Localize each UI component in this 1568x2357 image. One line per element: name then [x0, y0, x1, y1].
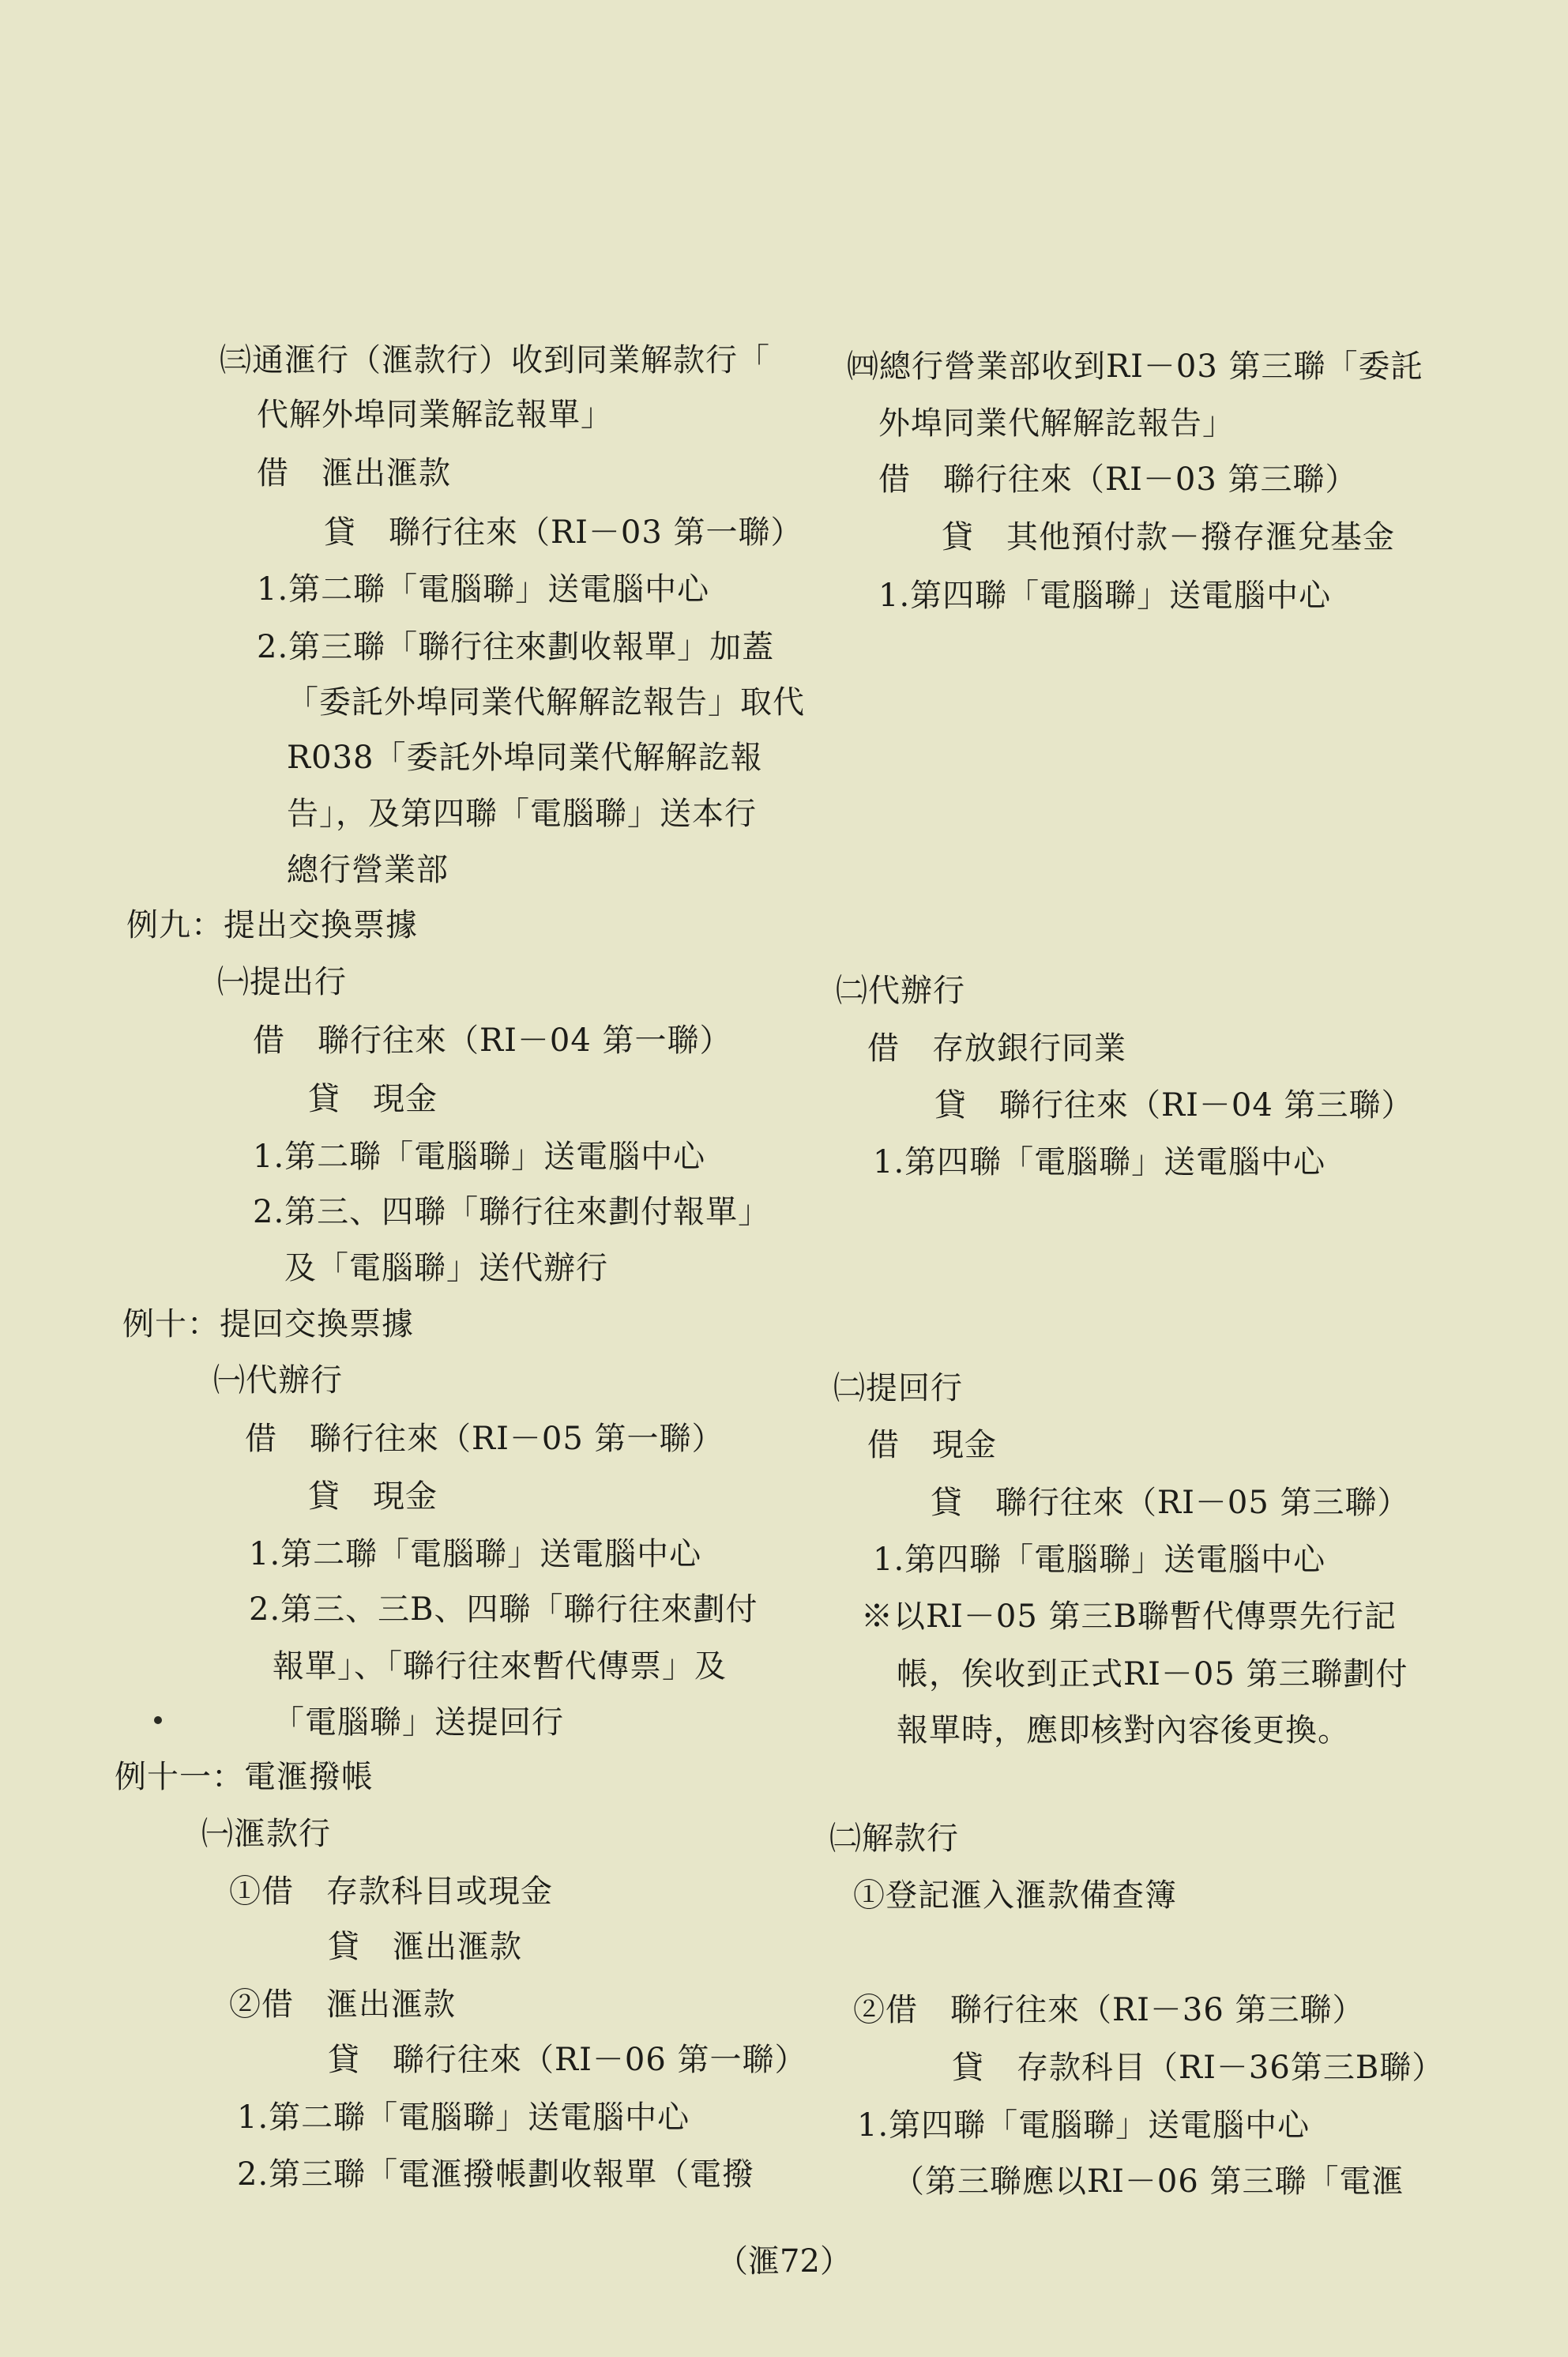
text-line: ㈠代辦行: [213, 1362, 343, 1399]
text-line: （第三聯應以RI－06 第三聯「電滙: [893, 2163, 1404, 2200]
section-heading: 例十一：電滙撥帳: [115, 1759, 374, 1795]
text-line: 2.第三、三B、四聯「聯行往來劃付: [249, 1591, 758, 1628]
text-line: 告」，及第四聯「電腦聯」送本行: [287, 796, 757, 832]
text-line: 借 聯行往來（RI－04 第一聯）: [253, 1022, 732, 1059]
text-line: ㈡代辦行: [836, 973, 965, 1009]
note-line: 報單時，應即核對內容後更換。: [897, 1712, 1350, 1749]
text-line: ㈠提出行: [217, 964, 347, 1000]
text-line: 1.第四聯「電腦聯」送電腦中心: [873, 1144, 1326, 1180]
text-line: ①借 存款科目或現金: [229, 1873, 553, 1910]
text-line: ㈠滙款行: [201, 1816, 331, 1852]
text-line: ㈡提回行: [833, 1370, 963, 1406]
section-heading: 例十：提回交換票據: [122, 1306, 414, 1342]
text-line: 借 現金: [867, 1427, 997, 1463]
text-line: 報單」、「聯行往來暫代傳票」及: [273, 1648, 727, 1685]
text-line: 1.第二聯「電腦聯」送電腦中心: [253, 1139, 706, 1175]
text-line: 借 聯行往來（RI－03 第三聯）: [878, 461, 1358, 498]
text-line: ㈢通滙行（滙款行）收到同業解款行「: [220, 342, 770, 378]
text-line: 總行營業部: [287, 852, 449, 888]
text-line: 貸 聯行往來（RI－04 第三聯）: [934, 1087, 1414, 1124]
text-line: 貸 現金: [308, 1081, 438, 1117]
text-line: ㈡解款行: [829, 1820, 959, 1857]
text-line: ㈣總行營業部收到RI－03 第三聯「委託: [847, 348, 1423, 385]
note-line: 帳，俟收到正式RI－05 第三聯劃付: [897, 1656, 1408, 1692]
text-line: 1.第四聯「電腦聯」送電腦中心: [873, 1542, 1326, 1578]
text-line: 貸 聯行往來（RI－03 第一聯）: [324, 514, 803, 551]
text-line: 借 存放銀行同業: [867, 1030, 1126, 1067]
text-line: 「委託外埠同業代解解訖報告」取代: [287, 684, 805, 721]
text-line: 2.第三聯「聯行往來劃收報單」加蓋: [257, 629, 775, 665]
text-line: ②借 聯行往來（RI－36 第三聯）: [853, 1992, 1365, 2028]
text-line: ①登記滙入滙款備查簿: [853, 1877, 1177, 1914]
text-line: 1.第二聯「電腦聯」送電腦中心: [237, 2099, 690, 2136]
text-line: 1.第四聯「電腦聯」送電腦中心: [878, 578, 1332, 614]
print-speck: [154, 1716, 162, 1724]
section-heading: 例九：提出交換票據: [126, 907, 418, 943]
text-line: 貸 存款科目（RI－36第三B聯）: [952, 2050, 1445, 2086]
text-line: 2.第三、四聯「聯行往來劃付報單」: [253, 1194, 771, 1230]
text-line: 貸 其他預付款－撥存滙兌基金: [942, 519, 1395, 555]
text-line: 「電腦聯」送提回行: [273, 1704, 564, 1741]
page-number: （滙72）: [716, 2243, 852, 2280]
text-line: ②借 滙出滙款: [229, 1986, 456, 2023]
text-line: 1.第二聯「電腦聯」送電腦中心: [249, 1536, 702, 1572]
text-line: 外埠同業代解解訖報告」: [878, 405, 1235, 442]
note-line: ※以RI－05 第三B聯暫代傳票先行記: [861, 1598, 1397, 1635]
text-line: 貸 現金: [308, 1478, 438, 1515]
text-line: 1.第二聯「電腦聯」送電腦中心: [257, 571, 710, 608]
text-line: 代解外埠同業解訖報單」: [257, 397, 613, 433]
text-line: 及「電腦聯」送代辦行: [284, 1250, 608, 1286]
text-line: 2.第三聯「電滙撥帳劃收報單（電撥: [237, 2156, 755, 2193]
text-line: R038「委託外埠同業代解解訖報: [287, 740, 763, 776]
text-line: 貸 聯行往來（RI－05 第三聯）: [931, 1485, 1410, 1521]
text-line: 借 聯行往來（RI－05 第一聯）: [245, 1421, 724, 1457]
text-line: 借 滙出滙款: [257, 455, 451, 491]
text-line: 貸 滙出滙款: [328, 1929, 522, 1965]
text-line: 貸 聯行往來（RI－06 第一聯）: [328, 2042, 807, 2078]
text-line: 1.第四聯「電腦聯」送電腦中心: [857, 2107, 1310, 2144]
